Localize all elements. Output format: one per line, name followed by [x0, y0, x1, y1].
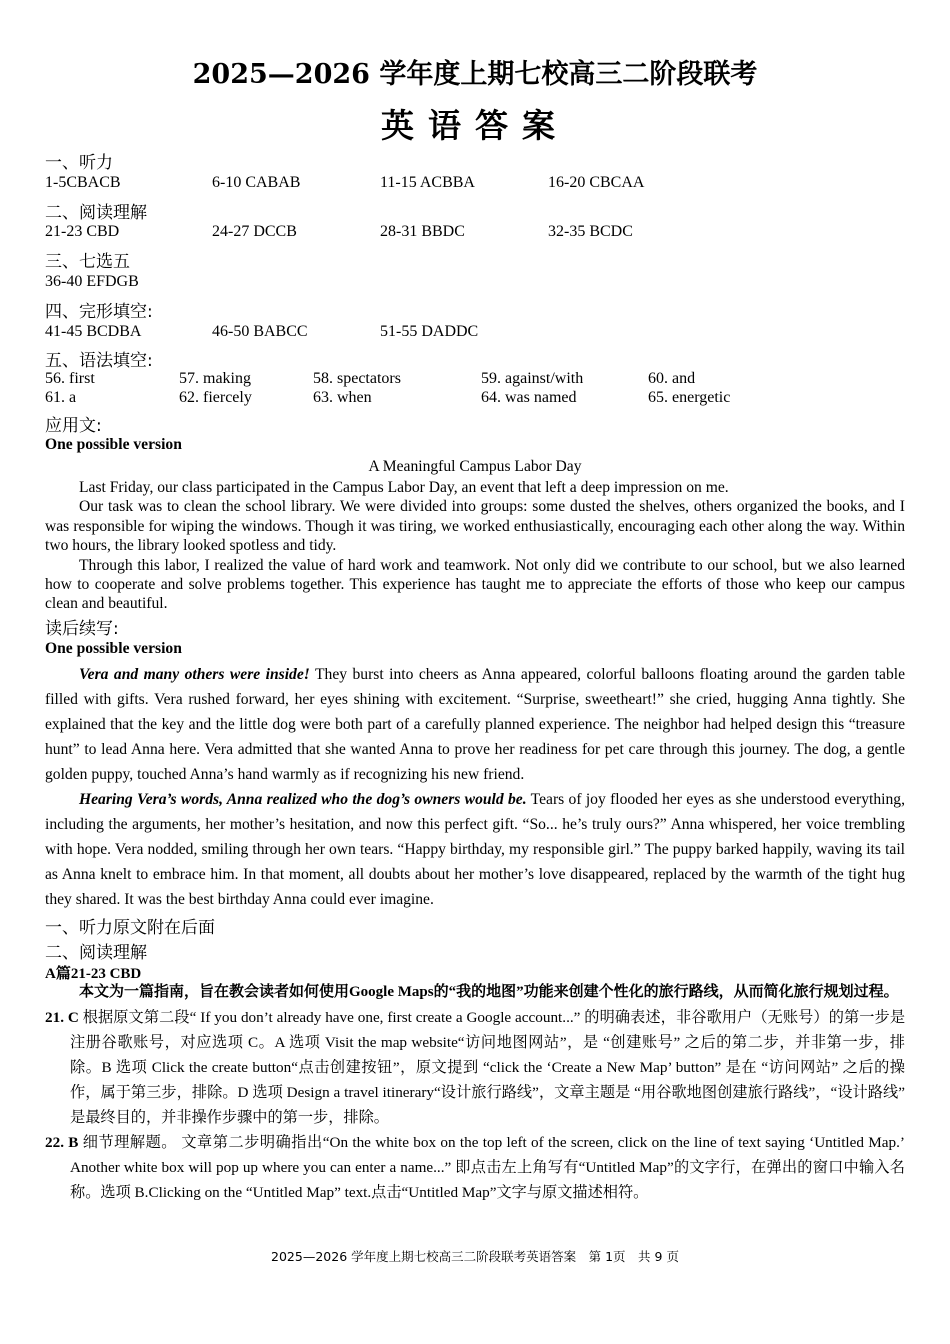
grammar-answer: 56. first [45, 370, 95, 387]
exam-title: 2025—2026 学年度上期七校高三二阶段联考 [192, 59, 758, 90]
grammar-answer: 61. a [45, 389, 77, 406]
writing2-heading: 读后续写: [45, 619, 119, 639]
q21-text: 根据原文第二段“ If you don’t already have one, first create a Google account...” 的明确表述，非谷歌用户（无账号）的第一步是注册谷歌账号，对应选项 C。A 选项 Visit the map website“访问地图网站”，是 “创建账号” 之后的第二步，并非第一步，排除。B 选项 Click the create button“点击创建按钮”，原文提到 “click the ‘Create a New Map’ button” 是在 “访问网站” 之后的操作，属于第三步，排除。D 选项 Design a travel itinerary“设计旅行路线”，文章主题是 “用谷歌地图创建旅行路线”，“设计路线” 是最终目的，并非操作步骤中的第一步，排除。 [70, 1009, 906, 1126]
analysis-body [45, 980, 905, 1205]
essay1-paragraph: Our task was to clean the school library. We were divided into groups: some dusted the shelves, others organized the books, and I was responsible for wiping the windows. Though it was tiring, we worked enthusiastically, encouraging each other along the way. Within two hours, the library looked spotless and tidy. [45, 498, 905, 555]
grammar-answer: 63. when [313, 389, 372, 406]
grammar-answer: 58. spectators [313, 370, 401, 387]
reading-heading: 二、阅读理解 [45, 203, 147, 223]
page-footer: 2025—2026 学年度上期七校高三二阶段联考英语答案 第 1页 共 9 页 [271, 1249, 679, 1264]
grammar-answer: 60. and [648, 370, 696, 387]
q22-explanation [45, 1130, 905, 1205]
writing2-version: One possible version [45, 640, 182, 657]
answer-group: 46-50 BABCC [212, 323, 308, 340]
answer-group: 11-15 ACBBA [380, 174, 475, 191]
essay1-body [45, 478, 905, 614]
answer-group: 6-10 CABAB [212, 174, 301, 191]
grammar-answer: 62. fiercely [179, 389, 252, 406]
listening-heading: 一、听力 [45, 153, 113, 173]
grammar-answer: 64. was named [481, 389, 577, 406]
q22-label: 22. B [45, 1134, 79, 1151]
essay2-paragraph [45, 787, 905, 912]
q21-explanation [45, 1005, 905, 1130]
essay2-paragraph [45, 662, 905, 787]
answer-group: 1-5CBACB [45, 174, 121, 191]
answer-group: 36-40 EFDGB [45, 273, 139, 290]
essay1-paragraph: Last Friday, our class participated in the Campus Labor Day, an event that left a deep impression on me. [79, 479, 729, 496]
essay1-paragraph: Through this labor, I realized the value of hard work and teamwork. Not only did we contribute to our school, but we also learned how to cooperate and solve problems together. This experience has taught me to appreciate the efforts of those who keep our campus clean and beautiful. [45, 556, 905, 613]
writing1-version: One possible version [45, 436, 182, 453]
paragraph-lead: Vera and many others were inside! [79, 666, 310, 683]
grammar-heading: 五、语法填空: [45, 351, 153, 371]
essay2-body [45, 662, 905, 912]
seven-heading: 三、七选五 [45, 252, 130, 272]
paragraph-lead: Hearing Vera’s words, Anna realized who the dog’s owners would be. [79, 791, 527, 808]
listening-note: 一、听力原文附在后面 [45, 918, 215, 938]
answer-group: 16-20 CBCAA [548, 174, 645, 191]
grammar-answer: 65. energetic [648, 389, 731, 406]
answer-group: 21-23 CBD [45, 223, 120, 240]
q22-text: 细节理解题。 文章第二步明确指出“On the white box on the top left of the screen, click on the line of text saying ‘Untitled Map.’ Another white box will pop up where you can enter a name...” 即点击左上角写有“Untitled Map”的文字行，在弹出的窗口中输入名称。选项 B.Clicking on the “Untitled Map” text.点击“Untitled Map”文字与原文描述相符。 [70, 1134, 905, 1201]
passage-a-heading: A篇21-23 CBD [45, 966, 142, 982]
grammar-answer: 57. making [179, 370, 251, 387]
answer-group: 51-55 DADDC [380, 323, 479, 340]
essay-title: A Meaningful Campus Labor Day [368, 458, 582, 475]
answer-group: 24-27 DCCB [212, 223, 297, 240]
answer-title: 英语答案 [381, 106, 569, 145]
cloze-heading: 四、完形填空: [45, 302, 153, 322]
answer-group: 28-31 BBDC [380, 223, 465, 240]
grammar-answer: 59. against/with [481, 370, 584, 387]
writing1-heading: 应用文: [45, 416, 102, 436]
paragraph-text: Tears of joy flooded her eyes as she understood everything, including the arguments, her mother’s hesitation, and now this perfect gift. “So... he’s truly ours?” Anna whispered, her voice trembling with hope. Vera nodded, smiling through her own tears. “Happy birthday, my responsible girl.” The puppy barked happily, waving its tail as Anna knelt to embrace him. In that moment, all doubts about her mother’s love disappeared, replaced by the warmth of the tight hug they shared. It was the best birthday Anna could ever imagine. [45, 791, 905, 908]
answer-group: 32-35 BCDC [548, 223, 633, 240]
reading-analysis-heading: 二、阅读理解 [45, 943, 147, 963]
q21-label: 21. C [45, 1009, 79, 1026]
answer-group: 41-45 BCDBA [45, 323, 142, 340]
passage-summary: 本文为一篇指南，旨在教会读者如何使用Google Maps的“我的地图”功能来创建个性化的旅行路线，从而简化旅行规划过程。 [79, 984, 899, 1000]
paragraph-text: They burst into cheers as Anna appeared, colorful balloons floating around the garden table filled with gifts. Vera rushed forward, her eyes shining with excitement. “Surprise, sweetheart!” she cried, hugging Anna tightly. She explained that the key and the little dog were both part of a carefully planned experience. The neighbor had helped design this “treasure hunt” to lead Anna here. Vera admitted that she wanted Anna to prove her readiness for pet care through this journey. The dog, a gentle golden puppy, touched Anna’s hand warmly as if recognizing his new friend. [45, 666, 905, 783]
